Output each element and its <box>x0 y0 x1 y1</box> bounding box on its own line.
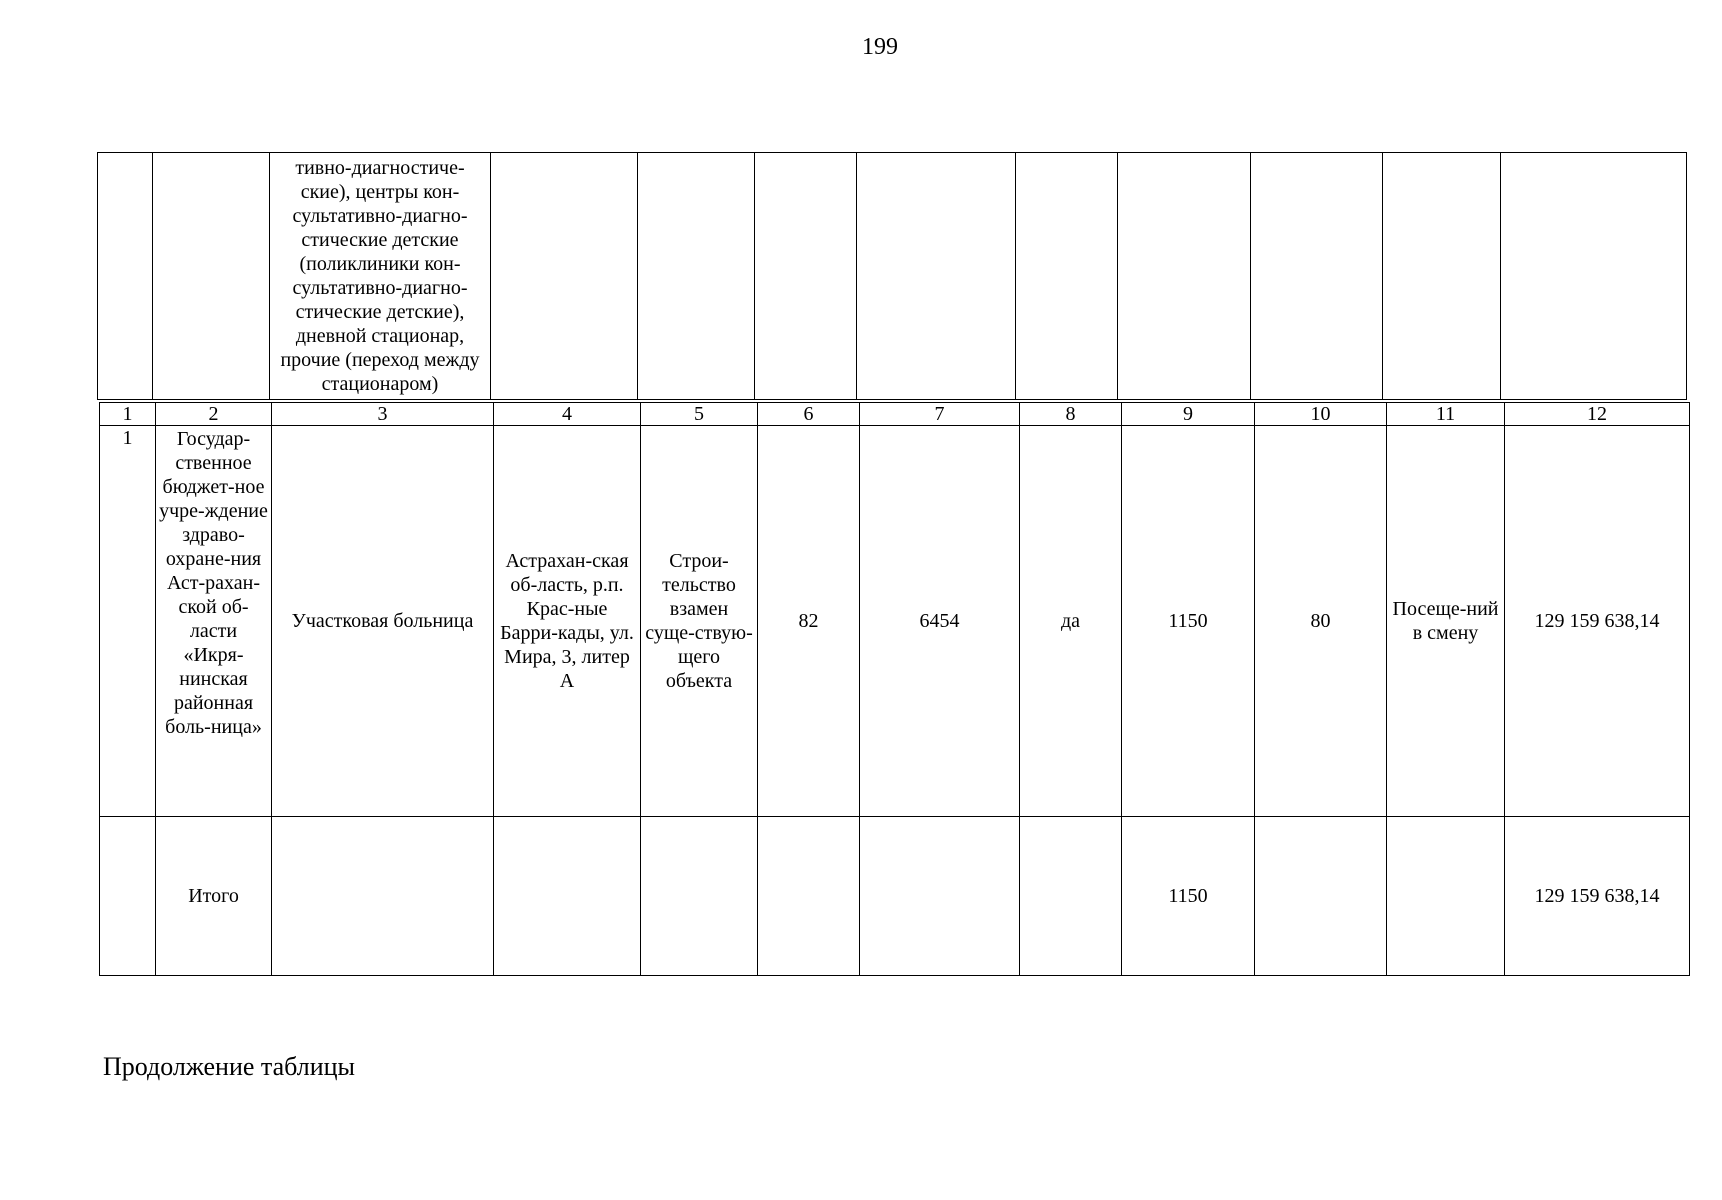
column-number: 1 <box>100 403 156 426</box>
value-col6: 82 <box>758 426 860 817</box>
column-number: 2 <box>156 403 272 426</box>
header-cell <box>1383 153 1501 400</box>
column-number: 4 <box>494 403 641 426</box>
header-cell <box>857 153 1016 400</box>
total-cell <box>1255 817 1387 976</box>
value-col8: да <box>1020 426 1122 817</box>
column-number: 9 <box>1122 403 1255 426</box>
column-number-row <box>100 403 1690 426</box>
header-cell <box>638 153 755 400</box>
header-cell <box>98 153 153 400</box>
table-header-continuation <box>97 152 1687 400</box>
header-cell <box>491 153 638 400</box>
address: Астрахан-ская об-ласть, р.п. Крас-ные Барри-кады, ул. Мира, 3, литер А <box>494 426 641 817</box>
value-col10: 80 <box>1255 426 1387 817</box>
organization-name: Государ-ственное бюджет-ное учре-ждение здраво-охране-ния Аст-рахан-ской об-ласти «Икря-нинская районная боль-ница» <box>156 426 272 817</box>
total-cell <box>1387 817 1505 976</box>
page-number: 199 <box>862 34 898 60</box>
column-number: 12 <box>1505 403 1690 426</box>
header-cell <box>755 153 857 400</box>
value-col7: 6454 <box>860 426 1020 817</box>
total-cell <box>272 817 494 976</box>
table-row <box>100 426 1690 817</box>
cost-value: 129 159 638,14 <box>1505 426 1690 817</box>
column-number: 7 <box>860 403 1020 426</box>
header-cell <box>153 153 270 400</box>
total-cell <box>1020 817 1122 976</box>
total-col12: 129 159 638,14 <box>1505 817 1690 976</box>
total-label: Итого <box>156 817 272 976</box>
total-cell <box>758 817 860 976</box>
column-number: 3 <box>272 403 494 426</box>
total-row <box>100 817 1690 976</box>
facility-type: Участковая больница <box>272 426 494 817</box>
work-type: Строи-тельство взамен суще-ствую-щего объекта <box>641 426 758 817</box>
total-cell <box>860 817 1020 976</box>
column-number: 6 <box>758 403 860 426</box>
header-cell <box>1118 153 1251 400</box>
column-number: 10 <box>1255 403 1387 426</box>
header-cell <box>1016 153 1118 400</box>
header-cell <box>1251 153 1383 400</box>
total-cell <box>641 817 758 976</box>
total-col9: 1150 <box>1122 817 1255 976</box>
column-number: 8 <box>1020 403 1122 426</box>
header-cell <box>1501 153 1687 400</box>
continuation-note: Продолжение таблицы <box>103 1052 355 1081</box>
value-col9: 1150 <box>1122 426 1255 817</box>
data-table <box>99 402 1690 976</box>
header-cell-type: тивно-диагностиче-ские), центры кон-сультативно-диагно-стические детские (поликлиники кон-сультативно-диагно-стические детские), дневной стационар, прочие (переход между стационаром) <box>270 153 491 400</box>
total-cell <box>100 817 156 976</box>
row-index: 1 <box>100 426 156 817</box>
capacity-unit: Посеще-ний в смену <box>1387 426 1505 817</box>
column-number: 11 <box>1387 403 1505 426</box>
column-number: 5 <box>641 403 758 426</box>
total-cell <box>494 817 641 976</box>
